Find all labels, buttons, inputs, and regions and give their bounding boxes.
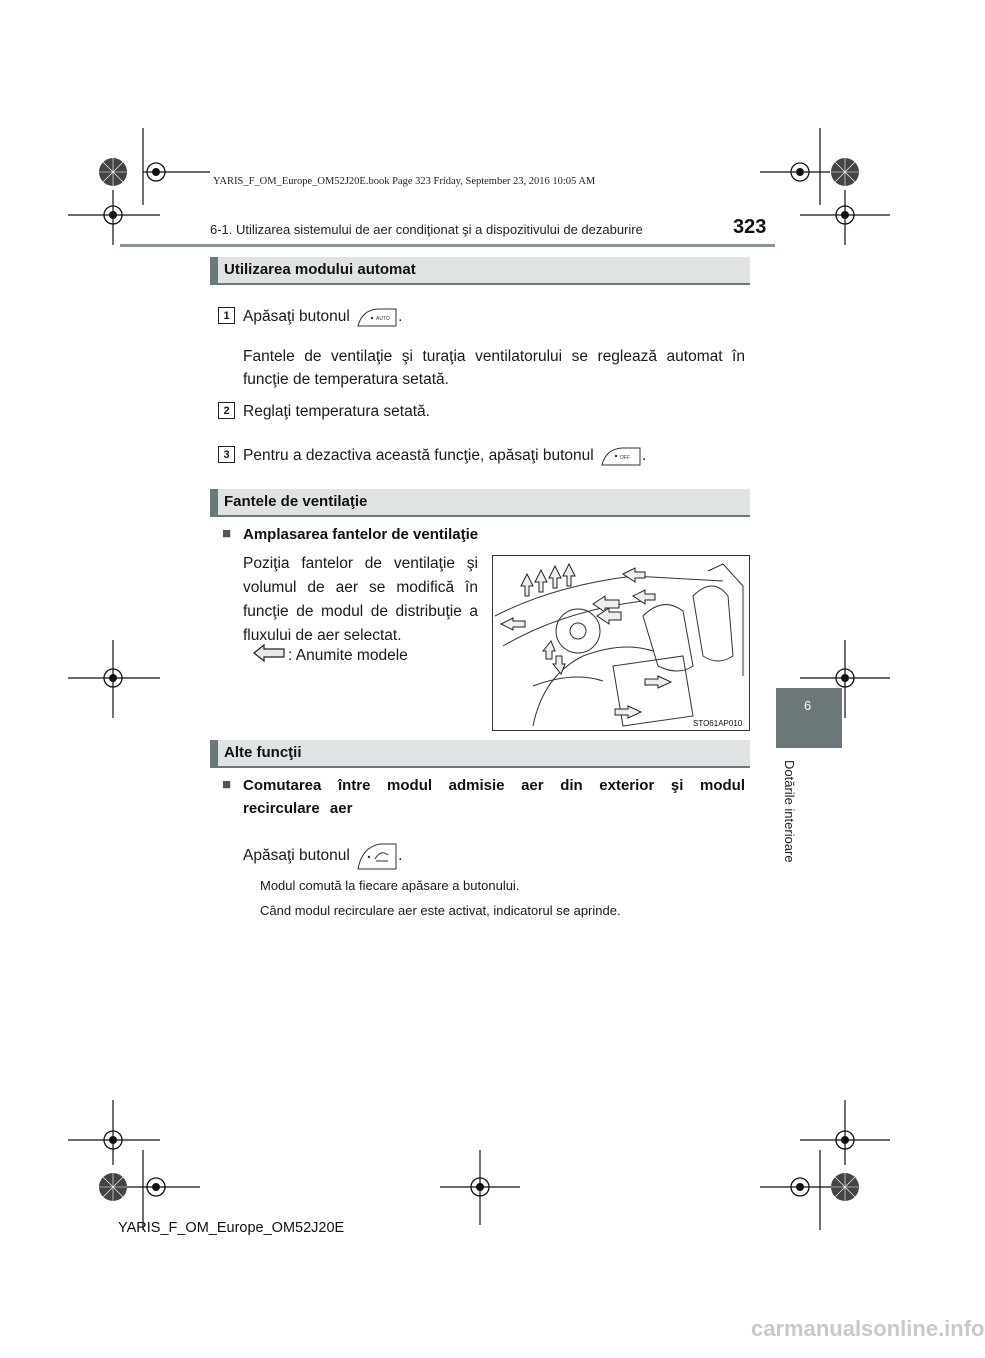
step-3-text: Pentru a dezactiva această funcţie, apăsaţi butonul OFF .	[243, 444, 745, 467]
chapter-label: Dotările interioare	[782, 760, 797, 863]
header-rule	[120, 244, 775, 247]
svg-text:OFF: OFF	[620, 454, 631, 461]
off-button-icon	[598, 445, 642, 467]
other-subheading: Comutarea între modul admisie aer din exterior şi modul recirculare aer	[243, 777, 745, 817]
svg-text:AUTO: AUTO	[376, 315, 390, 322]
section-title: Alte funcţii	[224, 744, 302, 761]
section-other-header	[210, 740, 750, 768]
chapter-tab	[776, 688, 842, 748]
book-info-line: YARIS_F_OM_Europe_OM52J20E.book Page 323 Friday, September 23, 2016 10:05 AM	[213, 176, 596, 187]
vent-location-figure	[492, 555, 750, 731]
arrow-icon	[252, 643, 286, 663]
legend-text: : Anumite modele	[288, 647, 408, 664]
recirc-instruction: Apăsaţi butonul .	[243, 841, 745, 871]
step-2-text: Reglaţi temperatura setată.	[243, 403, 430, 420]
vents-subheading: Amplasarea fantelor de ventilaţie	[243, 526, 479, 543]
car-interior-illustration	[493, 556, 749, 730]
chapter-number: 6	[804, 698, 812, 713]
auto-button-icon	[354, 306, 398, 328]
watermark: carmanualsonline.info	[751, 1316, 985, 1341]
section-title: Fantele de ventilaţie	[224, 493, 368, 510]
section-title: Utilizarea modului automat	[224, 261, 416, 278]
step-1-detail: Fantele de ventilaţie şi turaţia ventilatorului se reglează automat în funcţie de temperatura setată.	[243, 348, 745, 388]
page-number: 323	[733, 216, 767, 238]
recirculation-button-icon	[354, 841, 398, 871]
section-vents-header	[210, 489, 750, 517]
step-number: 1	[218, 307, 235, 324]
bullet-square-icon: ■	[222, 525, 232, 542]
footer-text: YARIS_F_OM_Europe_OM52J20E	[118, 1220, 345, 1236]
vents-body: Poziţia fantelor de ventilaţie şi volumul de aer se modifică în funcţie de modul de distribuţie a fluxului de aer selectat.	[243, 555, 478, 644]
note-line: Când modul recirculare aer este activat, indicatorul se aprinde.	[260, 903, 621, 918]
step-number: 2	[218, 402, 235, 419]
section-auto-mode-header	[210, 257, 750, 285]
step-1-text: Apăsaţi butonul AUTO .	[243, 305, 745, 328]
bullet-square-icon: ■	[222, 776, 232, 793]
running-title: 6-1. Utilizarea sistemului de aer condiţionat şi a dispozitivului de dezaburire	[210, 222, 643, 237]
figure-code: STO61AP010	[693, 719, 743, 728]
step-number: 3	[218, 446, 235, 463]
note-line: Modul comută la fiecare apăsare a butonului.	[260, 878, 520, 893]
